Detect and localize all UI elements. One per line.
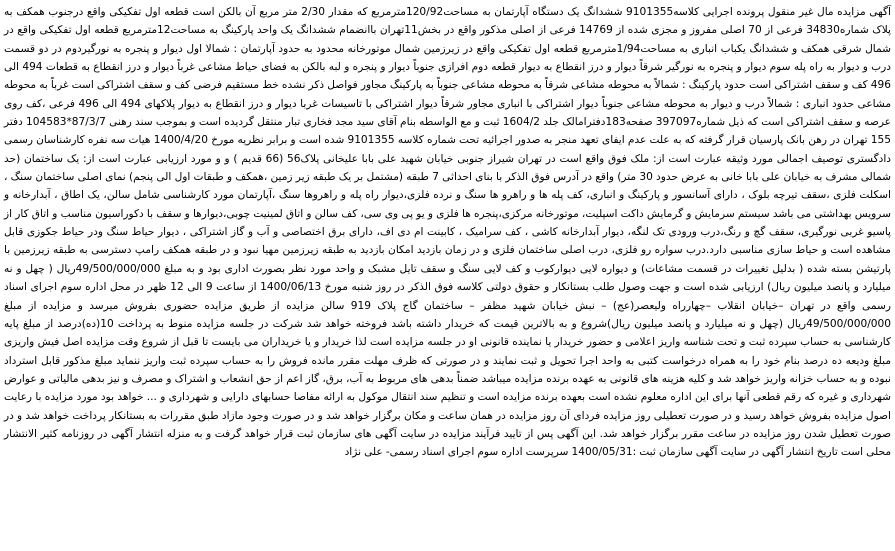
auction-notice-text: آگهی مزایده مال غیر منقول پرونده اجرایی کلاسه9101355 ششدانگ یک دستگاه آپارتمان به مساحت120/92مترمربع که مقدار 2/30 متر مربع آن بالکن است قطعه اول تفکیکی واقع درجنوب همکف به پلاک شماره34830 فرعی از 70 اصلی مفروز و مجزی شده از 14769 فرعی از اصلی مذکور واقع در بخش11تهران باانضمام ششدانگ یک واحد پارکینگ به مساحت12مترمربع قطعه اول تفکیکی واقع در شمال شرقی همکف و ششدانگ یکباب انباری به مساحت1/94مترمربع قطعه اول تفکیکی واقع در زیرزمین شمال موتورخانه محدود به حدود آپارتمان : شمالا اول دیوار و پنجره به نورگیردوم در دو قسمت درب و دیوار به راه پله سوم دیوار و پنجره به نورگیر شرقاً دیوار و درز انقطاع به دیوار قطعه دوم افرازی جنوباً دیوار و پنجره و لبه بالکن به فضای حیاط مشاعی غرباً دیوار و درز انقطاع به قطعات 494 الی 496 کف و سقف اشتراکی است حدود پارکینگ : شمالاً به محوطه مشاعی شرقاً به محوطه مشاعی جنوباً به پارکینگ مجاور فواصل ذکر نشده خط مستقیم فرضی کف و سقف اشتراکی است غرباً به محوطه مشاعی حدود انباری : شمالاً درب و دیوار به محوطه مشاعی جنوباً دیوار اشتراکی با انباری مجاور شرقاً دیوار اشتراکی با تاسیسات غربا دیوار و درز انقطاع به دیوار پلاکهای 494 الی 496 فرعی ،کف روی عرصه و سقف اشتراکی است که ذیل شماره397097 صفحه183دفترامالک جلد 1604/2 ثبت و مع الواسطه بنام آقای سید مجد فخاری تبار منتقل گردیده است و بموجب سند رهنی 87/3/7*104583 دفتر 155 تهران در رهن بانک پارسیان قرار گرفته که به علت عدم ایفای تعهد منجر به صدور اجرائیه تحت شماره کلاسه 9101355 شده است و برابر نظریه مورخ 1400/4/20 هیات سه نفره کارشناسان رسمی دادگستری توصیف اجمالی مورد وثیقه عبارت است از: ملک فوق واقع است در تهران شیراز جنوبی خیابان شهید علی بابا علیخانی پلاک56 (66 قدیم ) و و مورد ارزیابی عبارت است از: یک ساختمان (حد شمالی مشرف به خیابان علی بابا خانی به عرض حدود 30 متر) واقع در آدرس فوق الذکر با بنای احداثی 7 طبقه (مشتمل بر یک طبقه زیر زمین ،همکف و طبقات اول الی پنجم) نمای اصلی ساختمان سنگ ، اسکلت فلزی ،سقف تیرچه بلوک ، دارای آسانسور و پارکینگ و انباری، کف پله ها و راهرو ها سنگ و نرده فلزی،دیوار راه پله و راهروها سنگ ،آپارتمان مورد کارشناسی شامل سالن، یک اطاق ، آبدارخانه و سرویس بهداشتی می باشد سیستم سرمایش و گرمایش داکت اسپلیت، موتورخانه مرکزی،پنجره ها فلزی و یو پی وی سی، کف سالن و اتاق لمینیت چوبی،دیوارها و سقف با دکوراسیون مناسب و اتاق کار از پاسیو غربی نورگیری، سقف گچ و رنگ،درب ورودی تک لنگه، دیوار آبدارخانه کاشی ، کف سرامیک ، کابینت ام دی اف، دارای برق اختصاصی و آب و گاز اشتراکی ، دیوار حیاط سنگ ودر حیاط جکوزی قابل مشاهده است و حیاط سازی مناسبی دارد.درب سواره رو فلزی، درب اصلی ساختمان فلزی و در زمان بازدید امکان بازدید به طبقه زیرزمین مهیا نبود و در طبقه همکف رامپ دسترسی به طبقه زیرزمین با پارتیشن بسته شده ( بدلیل تغییرات در قسمت مشاعات) و دیواره لایی دیوارکوب و کف لایی سنگ و سقف تایل مشبک و واحد مورد نظر بصورت اداری بود و به مبلغ 49/500/000/000ریال ( چهل و نه میلیارد و پانصد میلیون ریال) ارزیابی شده است و جهت وصول طلب بستانکار و حقوق دولتی کلاسه فوق الذکر در روز شنبه مورخ 1400/06/13 از ساعت 9 الی 12 ظهر در محل اداره سوم اجرای اسناد رسمی واقع در تهران –خیابان انقلاب –چهارراه ولیعصر(عج) – نبش خیابان شهید مظفر – ساختمان گاج پلاک 919 سالن مزایده از طریق مزایده حضوری بفروش میرسد و مزایده از مبلغ 49/500/000/000ریال (چهل و نه میلیارد و پانصد میلیون ریال)شروع و به بالاترین قیمت که خریدار داشته باشد فروخته خواهد شد شرکت در جلسه مزایده منوط به پرداخت 10(ده)درصد از مبلغ پایه کارشناسی به حساب سپرده ثبت و تحت شناسه واریز اعلامی و حضور خریدار یا نماینده قانونی او در جلسه مزایده است لذا خریدار و یا خریداران می بایست تا قبل از شروع وقت مزایده اصل فیش واریزی مبلغ ودیعه ده درصد بنام خود را به همراه درخواست کتبی به واحد اجرا تحویل و ثبت نمایند و در صورتی که ظرف مهلت مقرر مانده فروش را به حساب سپرده ثبت واریز ننماید مبلغ مذکور قابل استرداد نبوده و به حساب خزانه واریز خواهد شد و کلیه هزینه های قانونی به عهده برنده مزایده میباشد ضمناً بدهی های مربوط به آب، برق، گاز اعم از حق انشعاب و اشتراک و مصرف و نیز بدهی مالیاتی و عوارض شهرداری و غیره که رقم قطعی آنها برای این اداره معلوم نشده است بعهده برنده مزایده است و تنظیم سند انتقال موکول به ارائه مفاصا حسابهای دارایی و شهرداری و ... خواهد بود مورد مزایده با رعایت اصول مزایده بفروش خواهد رسید و در صورت تعطیلی روز مزایده فردای آن روز مزایده در همان ساعت و مکان برگزار خواهد شد و در صورت وجود مازاد طبق مقررات به بستانکار پرداخت خواهد شد و در صورت تعطیل شدن روز مزایده در ساعت مقرر برگزار خواهد شد. این آگهی پس از تایید فرآیند مزایده در سایت آگهی های سازمان ثبت قرار خواهد گرفت و به منزله انتشار آگهی در روزنامه کثیر الانتشار محلی است تاریخ انتشار آگهی در سایت آگهی سازمان ثبت :1400/05/31 سرپرست اداره سوم اجرای اسناد رسمی- علی نژاد — [4, 6, 892, 459]
